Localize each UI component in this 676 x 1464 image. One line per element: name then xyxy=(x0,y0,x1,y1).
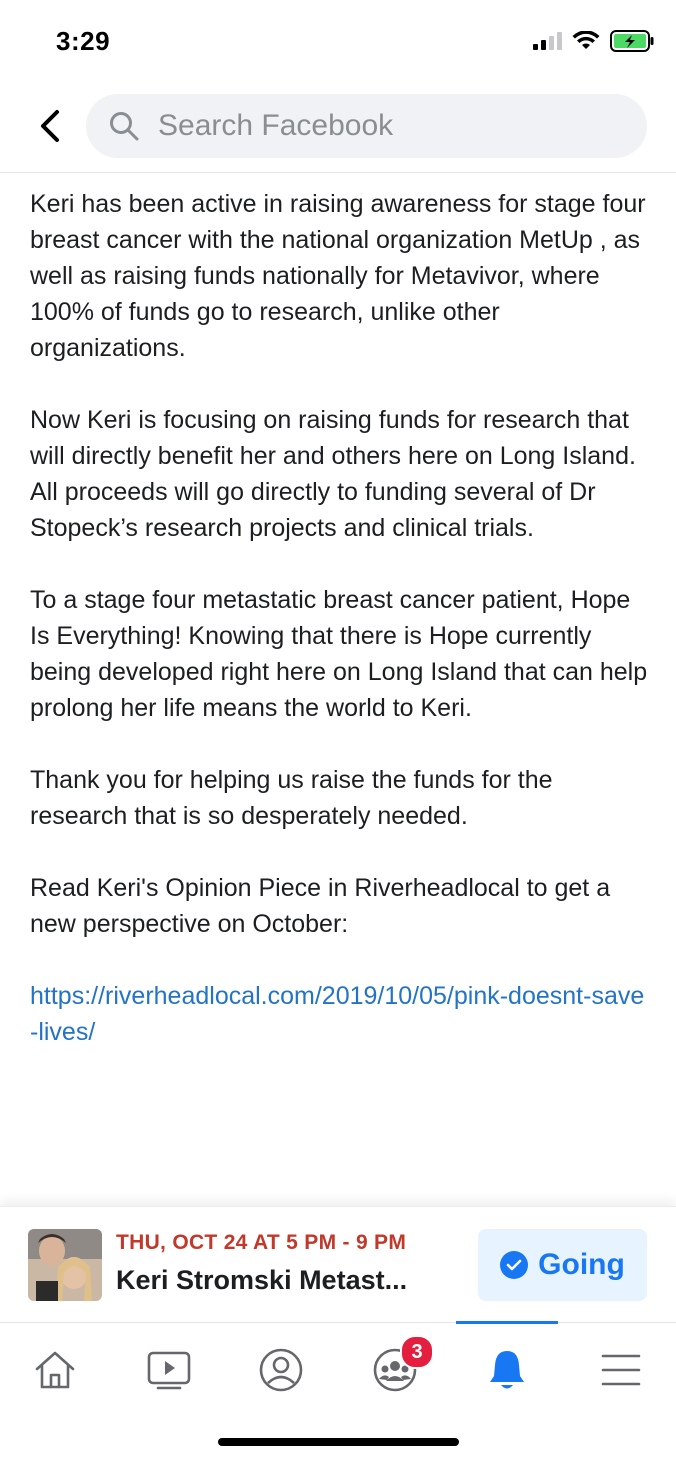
article-link[interactable]: https://riverheadlocal.com/2019/10/05/pink-doesnt-save-lives/ xyxy=(30,982,645,1046)
tab-home[interactable] xyxy=(0,1337,110,1403)
search-icon xyxy=(108,110,140,142)
chevron-left-icon xyxy=(38,109,62,143)
tab-notifications[interactable] xyxy=(452,1337,562,1403)
event-date: THU, OCT 24 AT 5 PM - 9 PM xyxy=(116,1231,407,1254)
active-tab-indicator xyxy=(456,1321,558,1324)
home-indicator[interactable] xyxy=(218,1438,459,1446)
description-paragraph: Keri has been active in raising awareness for stage four breast cancer with the national organization MetUp , as well as raising funds nationally for Metavivor, where 100% of funds go to research, unlike other organizations. xyxy=(30,190,646,362)
event-description xyxy=(30,186,650,1086)
tab-profile[interactable] xyxy=(226,1337,336,1403)
tab-groups[interactable] xyxy=(340,1337,450,1403)
battery-charging-icon xyxy=(610,30,654,52)
event-photo xyxy=(28,1229,102,1301)
event-bar[interactable] xyxy=(0,1206,676,1323)
going-button[interactable] xyxy=(478,1229,647,1301)
status-icons xyxy=(533,30,654,52)
back-button[interactable] xyxy=(30,106,70,146)
hamburger-menu-icon xyxy=(601,1352,641,1388)
cellular-signal-icon xyxy=(533,32,562,50)
search-box[interactable] xyxy=(86,94,647,158)
description-paragraph: Now Keri is focusing on raising funds for research that will directly benefit her and others here on Long Island. All proceeds will go directly to funding several of Dr Stopeck’s research projects and clinical trials. xyxy=(30,406,636,542)
status-time: 3:29 xyxy=(56,26,111,56)
profile-icon xyxy=(258,1347,304,1393)
status-bar xyxy=(0,0,676,86)
tab-menu[interactable] xyxy=(566,1337,676,1403)
search-header xyxy=(0,92,676,173)
check-circle-icon xyxy=(500,1251,528,1279)
video-play-icon xyxy=(146,1350,192,1390)
description-paragraph: Thank you for helping us raise the funds for the research that is so desperately needed. xyxy=(30,766,553,830)
description-paragraph: To a stage four metastatic breast cancer patient, Hope Is Everything! Knowing that there is Hope currently being developed right here on Long Island that can help prolong her life means the world to Keri. xyxy=(30,586,648,722)
description-paragraph: Read Keri's Opinion Piece in Riverheadlocal to get a new perspective on October: xyxy=(30,874,611,938)
wifi-icon xyxy=(572,31,600,51)
search-input[interactable] xyxy=(158,94,618,158)
description-link-paragraph xyxy=(30,978,650,1050)
tab-watch[interactable] xyxy=(114,1337,224,1403)
going-label: Going xyxy=(538,1248,625,1281)
groups-notification-badge: 3 xyxy=(400,1335,434,1369)
bell-icon xyxy=(487,1348,527,1392)
home-icon xyxy=(33,1349,77,1391)
event-title[interactable]: Keri Stromski Metast... xyxy=(116,1265,408,1295)
